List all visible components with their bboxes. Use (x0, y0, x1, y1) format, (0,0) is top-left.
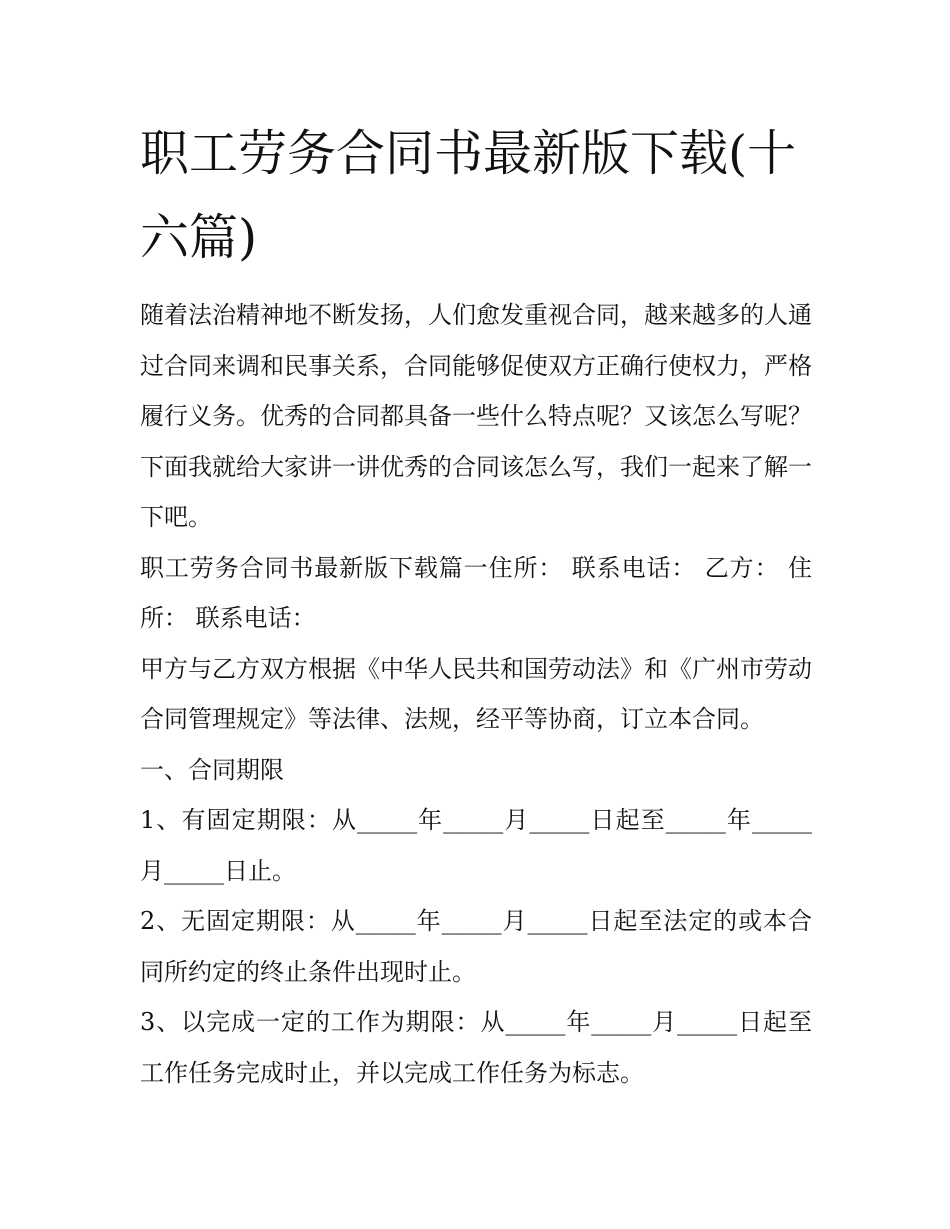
term-unfixed-paragraph: 2、无固定期限：从_____年_____月_____日起至法定的或本合同所约定的终止条件出现时止。 (140, 907, 812, 986)
term-fixed-paragraph: 1、有固定期限：从_____年_____月_____日起至_____年_____月_____日止。 (140, 806, 812, 885)
intro-paragraph: 随着法治精神地不断发扬，人们愈发重视合同，越来越多的人通过合同来调和民事关系，合同能够促使双方正确行使权力，严格履行义务。优秀的合同都具备一些什么特点呢？又该怎么写呢？下面我就给大家讲一讲优秀的合同该怎么写，我们一起来了解一下吧。 (140, 301, 812, 531)
contract-header-paragraph: 职工劳务合同书最新版下载篇一住所： 联系电话： 乙方： 住所： 联系电话： (140, 553, 812, 632)
agreement-basis-paragraph: 甲方与乙方双方根据《中华人民共和国劳动法》和《广州市劳动合同管理规定》等法律、法规，经平等协商，订立本合同。 (140, 654, 812, 733)
term-task-based-paragraph: 3、以完成一定的工作为期限：从_____年_____月_____日起至工作任务完成时止，并以完成工作任务为标志。 (140, 1008, 812, 1087)
document-page (140, 112, 812, 1098)
document-title: 职工劳务合同书最新版下载(十六篇) (140, 125, 797, 266)
section-heading-contract-term: 一、合同期限 (140, 755, 284, 784)
